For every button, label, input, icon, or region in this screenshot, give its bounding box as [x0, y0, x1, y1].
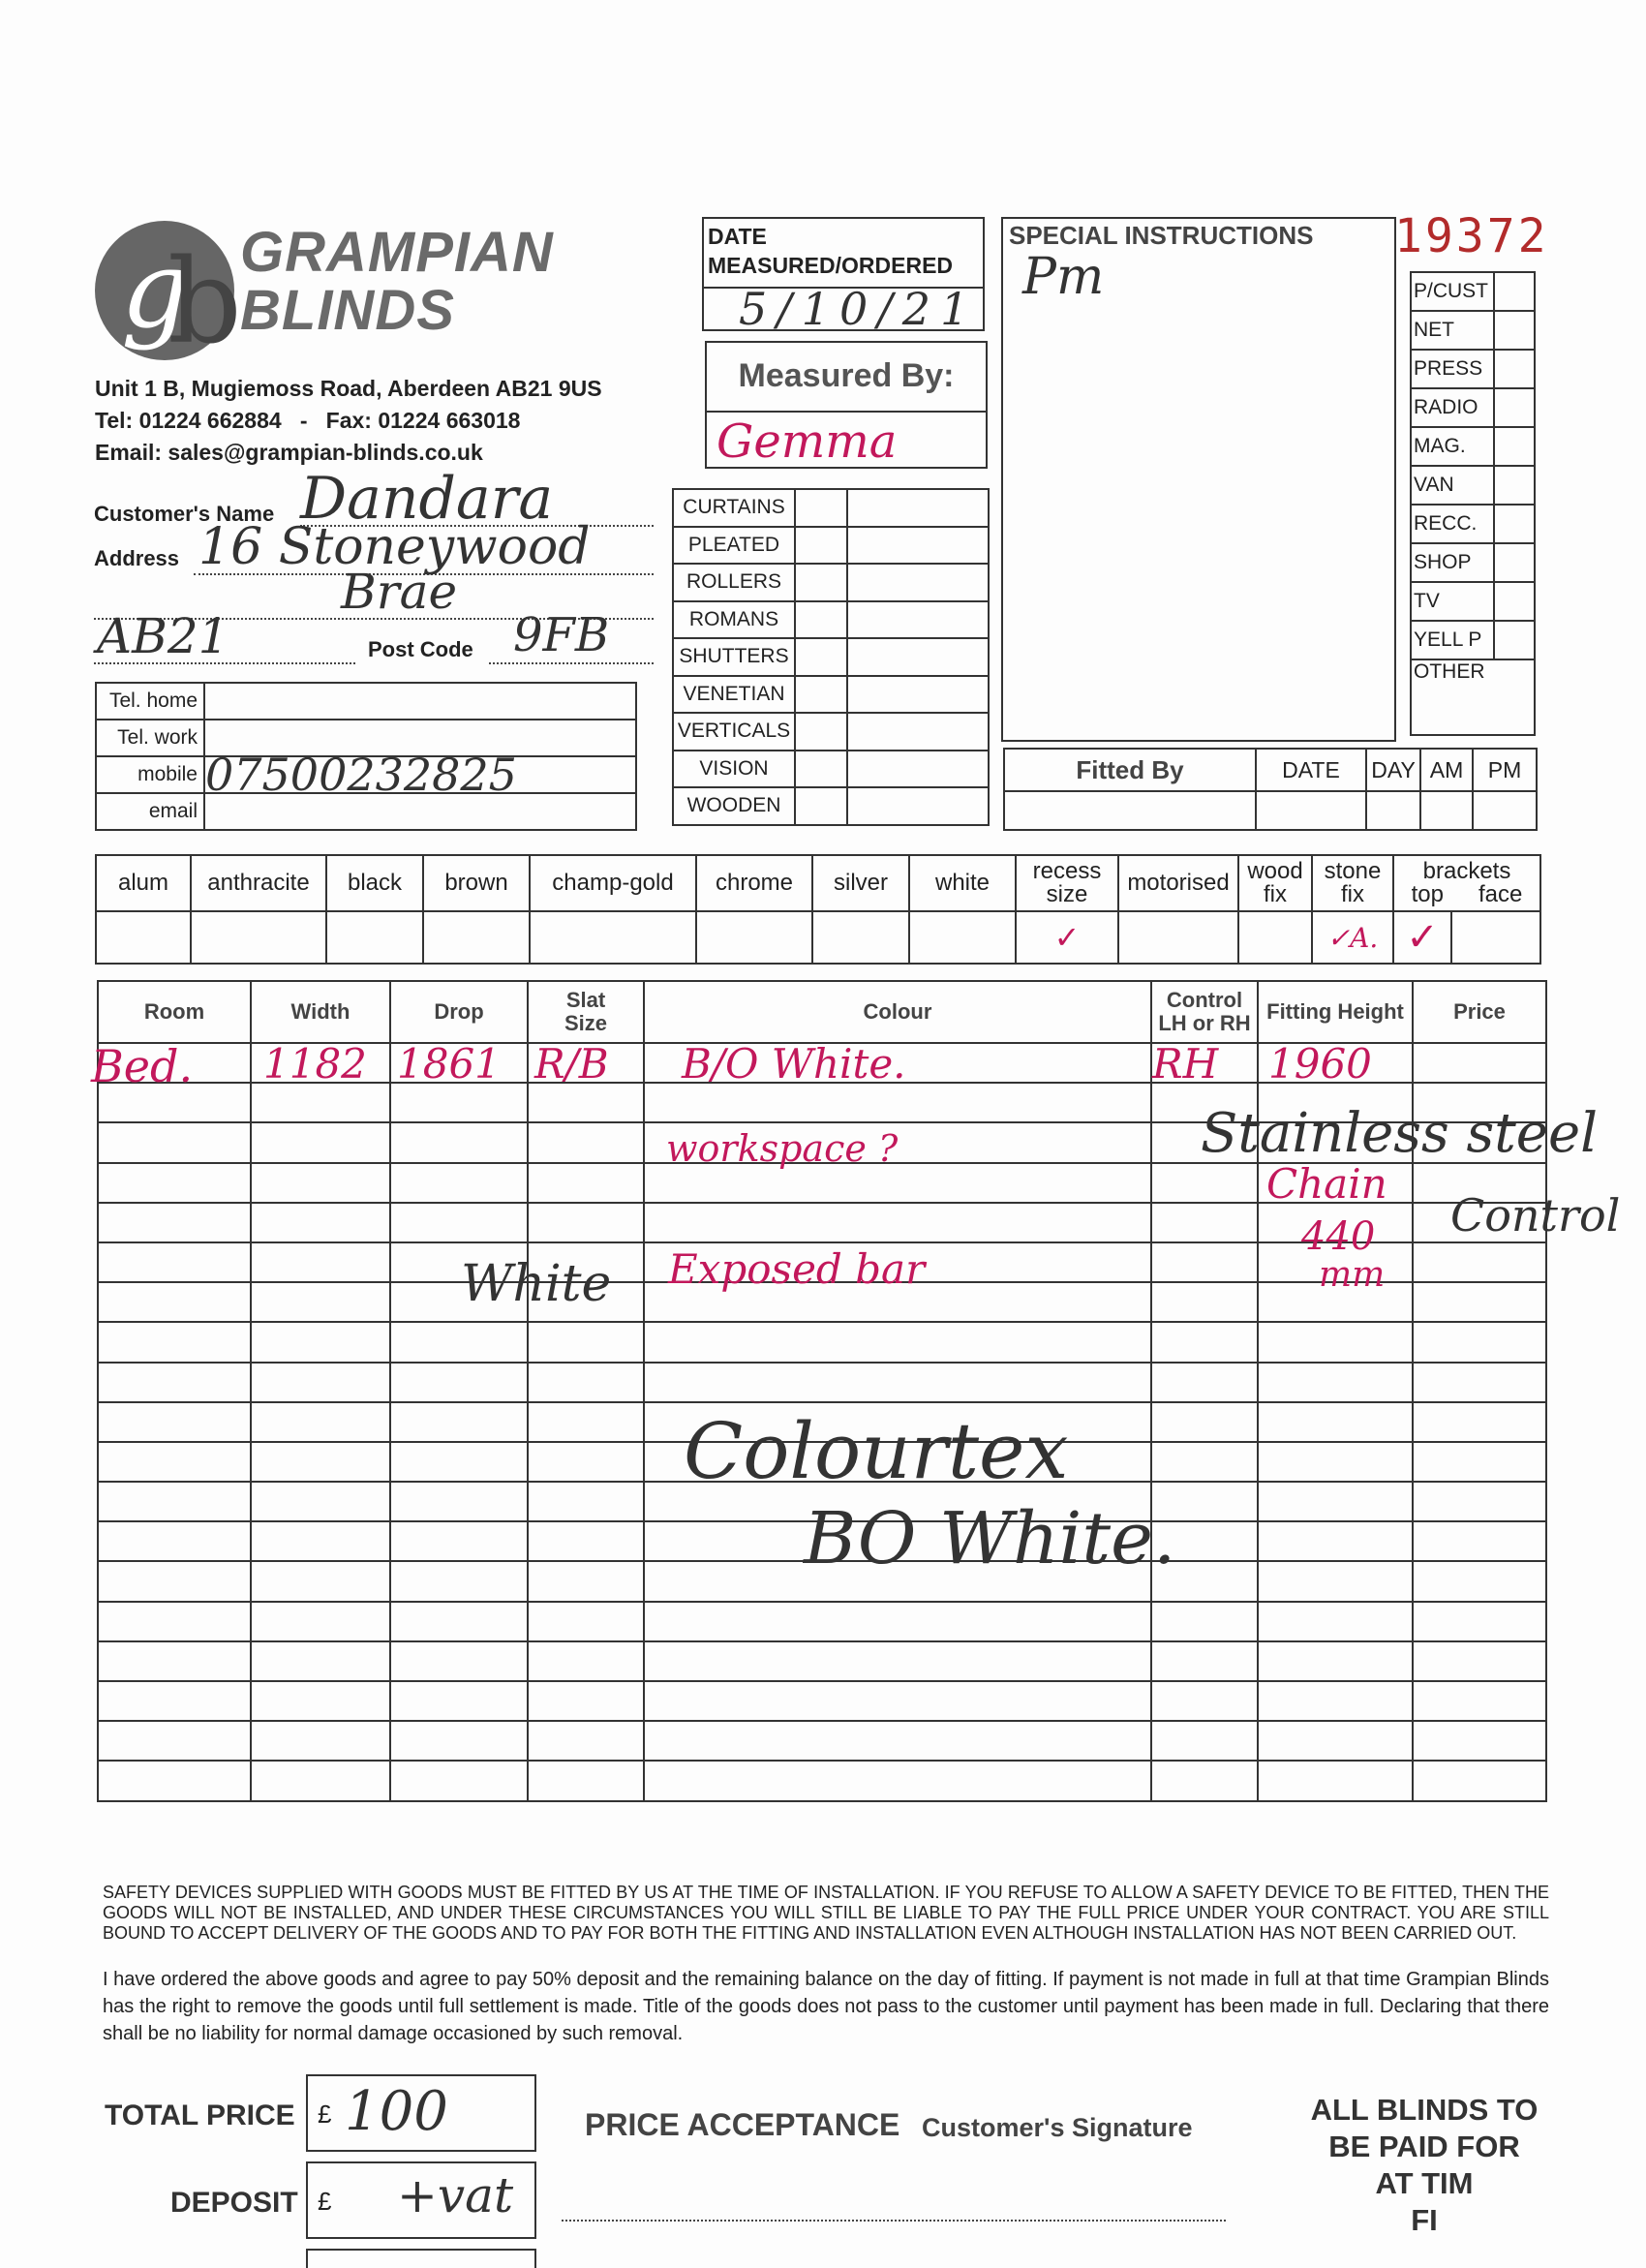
col-slat-size [528, 981, 644, 1043]
notice-line3: AT TIM [1375, 2166, 1474, 2200]
row1-control: RH [1152, 1040, 1219, 1088]
notice-line4: FI [1411, 2203, 1438, 2237]
recess-label-2: size [1046, 881, 1088, 907]
note-control: Control [1450, 1189, 1621, 1241]
table-row [98, 1761, 1546, 1800]
finish-silver: silver [812, 855, 909, 911]
total-price-label: TOTAL PRICE [105, 2099, 295, 2131]
note-white: White [461, 1255, 612, 1313]
source-7-check [1494, 543, 1535, 582]
fitted-day-label: DAY [1366, 749, 1420, 791]
svg-text:b: b [168, 235, 237, 363]
product-4-check [795, 638, 847, 676]
finish-motorised: motorised [1118, 855, 1238, 911]
measured-by-value: Gemma [716, 414, 898, 469]
brackets-top-label: top [1411, 881, 1444, 907]
company-email: Email: sales@grampian-blinds.co.uk [95, 440, 483, 465]
price-acceptance-label: PRICE ACCEPTANCE [585, 2107, 900, 2142]
product-6-label: VERTICALS [673, 713, 795, 751]
measured-by-box [705, 341, 988, 469]
deposit-currency: £ [318, 2187, 332, 2216]
table-row [98, 1363, 1546, 1402]
total-currency: £ [318, 2099, 332, 2129]
fitted-date-label: DATE [1256, 749, 1366, 791]
product-0-check [795, 489, 847, 527]
brackets-label: brackets [1422, 858, 1511, 884]
product-1-label: PLEATED [673, 527, 795, 565]
source-6-check [1494, 505, 1535, 543]
finish-alum: alum [96, 855, 191, 911]
source-10-label: OTHER [1411, 659, 1535, 735]
col-room: Room [98, 981, 251, 1043]
table-row [98, 1602, 1546, 1641]
recess-label-1: recess [1032, 858, 1102, 884]
finish-black: black [326, 855, 423, 911]
note-stainless-steel: Stainless steel [1201, 1102, 1598, 1165]
postcode-value: 9FB [513, 608, 610, 662]
row1-slat: R/B [534, 1040, 609, 1088]
source-2-label: PRESS [1411, 350, 1494, 388]
company-name-line1: GRAMPIAN [240, 221, 554, 284]
deposit-box [306, 2161, 536, 2239]
source-4-label: MAG. [1411, 427, 1494, 466]
stone-label-2: fix [1341, 881, 1364, 907]
product-4-label: SHUTTERS [673, 638, 795, 676]
date-measured-box [702, 217, 985, 335]
finish-wood-fix [1238, 855, 1312, 911]
fitted-pm-label: PM [1473, 749, 1537, 791]
postcode-label: Post Code [368, 637, 473, 661]
product-type-table [672, 488, 990, 826]
note-mm-value: 440 [1301, 1214, 1376, 1259]
phone-2-value: 07500232825 [204, 756, 636, 793]
source-3-check [1494, 388, 1535, 427]
stone-fix-mark: ✓A. [1312, 911, 1393, 964]
brackets-face-label: face [1478, 881, 1523, 907]
svg-text:g: g [121, 228, 190, 352]
customer-signature-label: Customer's Signature [922, 2113, 1193, 2142]
source-1-check [1494, 311, 1535, 350]
source-list [1410, 271, 1536, 736]
table-row [98, 1322, 1546, 1362]
special-instructions-box [1001, 217, 1396, 742]
row1-colour: B/O White. [682, 1040, 906, 1088]
phone-1-label: Tel. work [96, 720, 204, 756]
payment-notice [1284, 2092, 1565, 2239]
finish-anthracite: anthracite [191, 855, 326, 911]
product-2-label: ROLLERS [673, 564, 795, 601]
total-price-value: 100 [345, 2080, 448, 2143]
row1-room: Bed. [91, 1040, 194, 1092]
wood-label-2: fix [1264, 881, 1287, 907]
source-4-check [1494, 427, 1535, 466]
phone-3-label: email [96, 793, 204, 830]
product-8-label: WOODEN [673, 787, 795, 825]
address-line3 [94, 660, 355, 664]
source-3-label: RADIO [1411, 388, 1494, 427]
signature-line [562, 2218, 1226, 2222]
customer-name-value: Dandara [300, 465, 554, 533]
customer-name-label: Customer's Name [94, 502, 275, 526]
product-7-label: VISION [673, 751, 795, 788]
fitted-by-label: Fitted By [1004, 749, 1256, 791]
product-0-label: CURTAINS [673, 489, 795, 527]
source-7-label: SHOP [1411, 543, 1494, 582]
product-6-check [795, 713, 847, 751]
phone-0-value [204, 683, 636, 720]
source-9-check [1494, 621, 1535, 659]
phone-0-label: Tel. home [96, 683, 204, 720]
row1-drop: 1861 [397, 1040, 501, 1088]
note-bo-white: BO White. [804, 1497, 1176, 1580]
finish-white: white [909, 855, 1016, 911]
next-box [306, 2249, 536, 2268]
date-measured-value: 5/10/21 [739, 283, 979, 335]
finish-stone-fix [1312, 855, 1393, 911]
col-price: Price [1413, 981, 1546, 1043]
control-label-2: LH or RH [1158, 1011, 1251, 1035]
special-instructions-value: Pm [1022, 248, 1105, 306]
source-1-label: NET [1411, 311, 1494, 350]
note-mm-unit: mm [1319, 1255, 1386, 1295]
control-label-1: Control [1166, 988, 1243, 1012]
row1-width: 1182 [263, 1040, 367, 1088]
finish-chrome: chrome [696, 855, 812, 911]
address-value-line2: Brae [341, 564, 458, 620]
deposit-terms: I have ordered the above goods and agree to pay 50% deposit and the remaining balance on the day of fitting. If payment is not made in full at that time Grampian Blinds has the right to remove the goods until full settlement is made. Title of the goods does not pass to the customer until payment has been made in full. Declaring that there shall be no liability for normal damage occasioned by such removal. [103, 1969, 1549, 2044]
wood-label-1: wood [1247, 858, 1303, 884]
address-label: Address [94, 546, 180, 570]
col-width: Width [251, 981, 390, 1043]
note-chain: Chain [1266, 1160, 1387, 1208]
finish-brackets [1393, 855, 1540, 911]
company-logo [92, 218, 237, 363]
source-0-label: P/CUST [1411, 272, 1494, 311]
product-7-check [795, 751, 847, 788]
fitted-by-table [1003, 748, 1538, 831]
special-instructions-label: SPECIAL INSTRUCTIONS [1009, 221, 1314, 250]
company-address: Unit 1 B, Mugiemoss Road, Aberdeen AB21 9US [95, 376, 602, 401]
phone-2-label: mobile [96, 756, 204, 793]
col-fitting-height: Fitting Height [1258, 981, 1413, 1043]
deposit-label: DEPOSIT [170, 2187, 298, 2219]
order-number: 19372 [1394, 209, 1549, 263]
stone-label-1: stone [1324, 858, 1382, 884]
product-5-check [795, 676, 847, 714]
slat-label-2: Size [564, 1011, 608, 1035]
note-colourtex: Colourtex [684, 1406, 1069, 1496]
col-drop: Drop [390, 981, 528, 1043]
note-exposed-bar: Exposed bar [668, 1245, 926, 1293]
notice-line1: ALL BLINDS TO [1310, 2093, 1539, 2127]
product-2-check [795, 564, 847, 601]
source-8-label: TV [1411, 582, 1494, 621]
note-workspace: workspace ? [666, 1127, 899, 1170]
finish-table [95, 854, 1541, 965]
row1-fitting-height: 1960 [1268, 1040, 1372, 1088]
finish-brown: brown [423, 855, 530, 911]
table-row [98, 1681, 1546, 1721]
source-6-label: RECC. [1411, 505, 1494, 543]
table-row [98, 1721, 1546, 1761]
safety-terms: SAFETY DEVICES SUPPLIED WITH GOODS MUST BE FITTED BY US AT THE TIME OF INSTALLATION. IF YOU REFUSE TO ALLOW A SAFETY DEVICE TO BE FITTED, THEN THE GOODS WILL NOT BE INSTALLED, AND UNDER THESE CIRCUMSTANCES YOU WILL STILL BE LIABLE TO PAY THE FULL PRICE UNDER YOUR CONTRACT. YOU ARE STILL BOUND TO ACCEPT DELIVERY OF THE GOODS AND TO PAY FOR BOTH THE FITTING AND INSTALLATION EVEN ALTHOUGH INSTALLATION HAS NOT BEEN CARRIED OUT. [103, 1883, 1549, 1943]
finish-champ-gold: champ-gold [530, 855, 696, 911]
slat-label-1: Slat [565, 988, 606, 1012]
source-2-check [1494, 350, 1535, 388]
product-8-check [795, 787, 847, 825]
finish-recess-size [1016, 855, 1118, 911]
fitted-am-label: AM [1420, 749, 1473, 791]
product-1-check [795, 527, 847, 565]
source-5-check [1494, 466, 1535, 505]
recess-size-mark: ✓ [1016, 911, 1118, 964]
product-5-label: VENETIAN [673, 676, 795, 714]
deposit-value: +vat [397, 2167, 514, 2223]
source-8-check [1494, 582, 1535, 621]
phone-table [95, 682, 637, 831]
notice-line2: BE PAID FOR [1328, 2130, 1520, 2163]
company-name-line2: BLINDS [240, 279, 455, 342]
product-3-check [795, 601, 847, 639]
table-row [98, 1641, 1546, 1681]
address-value-line1: 16 Stoneywood [198, 518, 591, 576]
address-value-line3: AB21 [97, 608, 229, 664]
col-control [1151, 981, 1258, 1043]
product-3-label: ROMANS [673, 601, 795, 639]
measured-by-label: Measured By: [738, 357, 955, 394]
total-price-box [306, 2074, 536, 2152]
source-5-label: VAN [1411, 466, 1494, 505]
col-colour: Colour [644, 981, 1151, 1043]
source-0-check [1494, 272, 1535, 311]
source-9-label: YELL P [1411, 621, 1494, 659]
company-phone-fax: Tel: 01224 662884 - Fax: 01224 663018 [95, 408, 521, 433]
brackets-top-mark: ✓ [1393, 911, 1451, 964]
date-measured-label: DATE MEASURED/ORDERED [708, 224, 954, 278]
